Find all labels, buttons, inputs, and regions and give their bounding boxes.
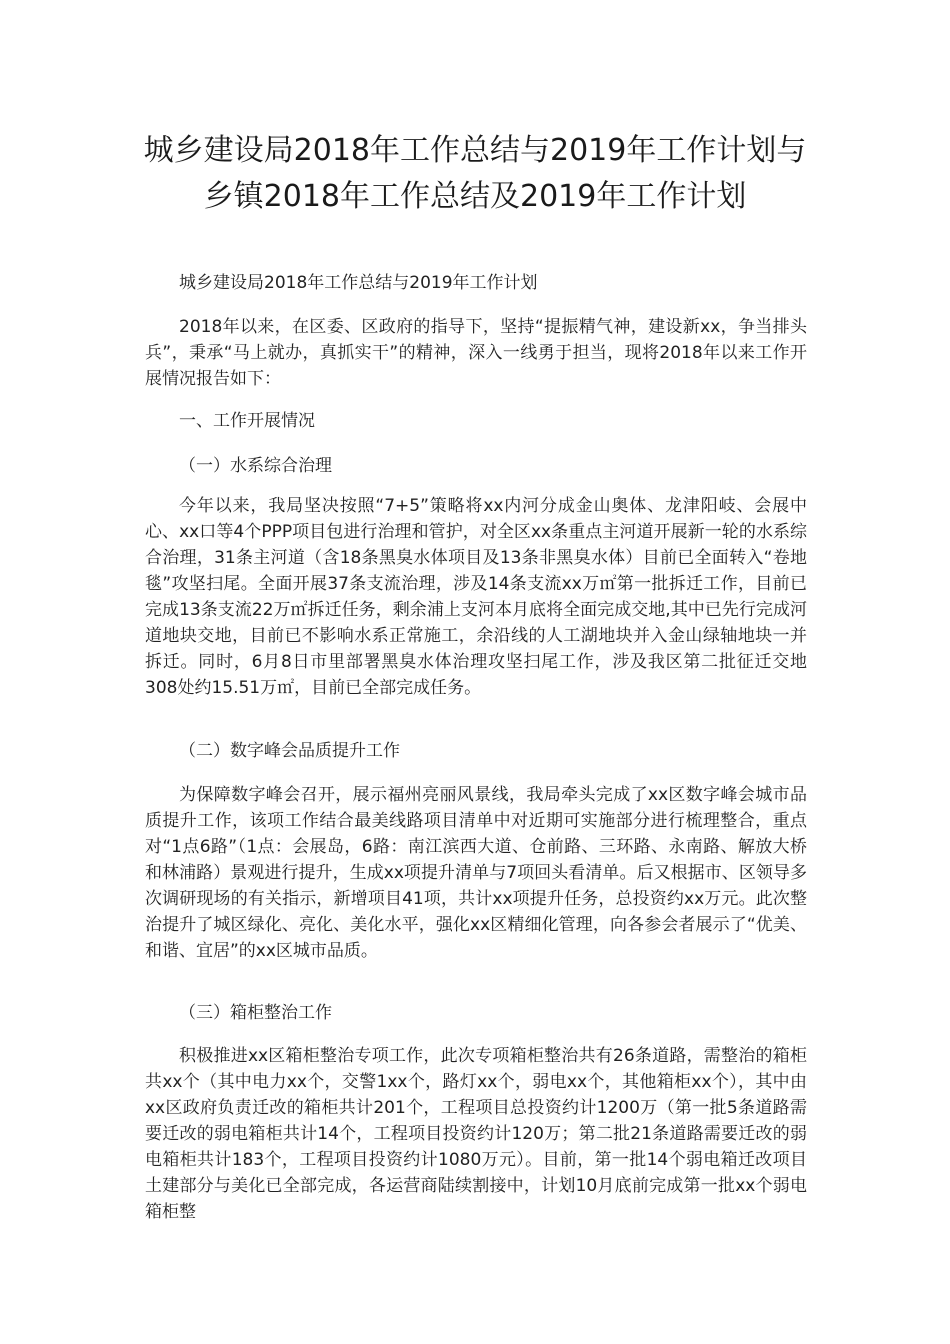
subsection-3-paragraph: 积极推进xx区箱柜整治专项工作，此次专项箱柜整治共有26条道路，需整治的箱柜共xx个（其中电力xx个，交警1xx个，路灯xx个，弱电xx个，其他箱柜xx个），其中由xx区政府负责迁改的箱柜共计201个，工程项目总投资约计1200万（第一批5条道路需要迁改的弱电箱柜共计14个，工程项目投资约计120万；第二批21条道路需要迁改的弱电箱柜共计183个，工程项目投资约计1080万元）。目前，第一批14个弱电箱迁改项目土建部分与美化已全部完成，各运营商陆续割接中，计划10月底前完成第一批xx个弱电箱柜整 [145, 1046, 807, 1222]
subsection-1-heading: （一）水系综合治理 [179, 456, 332, 476]
document-title [100, 128, 850, 220]
intro-paragraph: 2018年以来，在区委、区政府的指导下，坚持“提振精气神，建设新xx，争当排头兵”，秉承“马上就办，真抓实干”的精神，深入一线勇于担当，现将2018年以来工作开展情况报告如下： [145, 317, 807, 389]
subsection-2-paragraph: 为保障数字峰会召开，展示福州亮丽风景线，我局牵头完成了xx区数字峰会城市品质提升工作，该项工作结合最美线路项目清单中对近期可实施部分进行梳理整合，重点对“1点6路”（1点：会展岛，6路：南江滨西大道、仓前路、三环路、永南路、解放大桥和林浦路）景观进行提升，生成xx项提升清单与7项回头看清单。后又根据市、区领导多次调研现场的有关指示，新增项目41项，共计xx项提升任务，总投资约xx万元。此次整治提升了城区绿化、亮化、美化水平，强化xx区精细化管理，向各参会者展示了“优美、和谐、宜居”的xx区城市品质。 [145, 785, 807, 961]
title-line-2: 乡镇2018年工作总结及2019年工作计划 [203, 179, 747, 214]
document-subtitle: 城乡建设局2018年工作总结与2019年工作计划 [179, 273, 538, 293]
subsection-1-paragraph: 今年以来，我局坚决按照“7+5”策略将xx内河分成金山奥体、龙津阳岐、会展中心、xx口等4个PPP项目包进行治理和管护，对全区xx条重点主河道开展新一轮的水系综合治理，31条主河道（含18条黑臭水体项目及13条非黑臭水体）目前已全面转入“卷地毯”攻坚扫尾。全面开展37条支流治理，涉及14条支流xx万㎡第一批拆迁工作，目前已完成13条支流22万㎡拆迁任务，剩余浦上支河本月底将全面完成交地,其中已先行完成河道地块交地，目前已不影响水系正常施工，余沿线的人工湖地块并入金山绿轴地块一并拆迁。同时，6月8日市里部署黑臭水体治理攻坚扫尾工作，涉及我区第二批征迁交地308处约15.51万㎡，目前已全部完成任务。 [145, 496, 807, 698]
section-1-heading: 一、工作开展情况 [179, 411, 315, 431]
subsection-3-heading: （三）箱柜整治工作 [179, 1003, 332, 1023]
title-line-1: 城乡建设局2018年工作总结与2019年工作计划与 [143, 133, 807, 168]
subsection-2-heading: （二）数字峰会品质提升工作 [179, 741, 400, 761]
